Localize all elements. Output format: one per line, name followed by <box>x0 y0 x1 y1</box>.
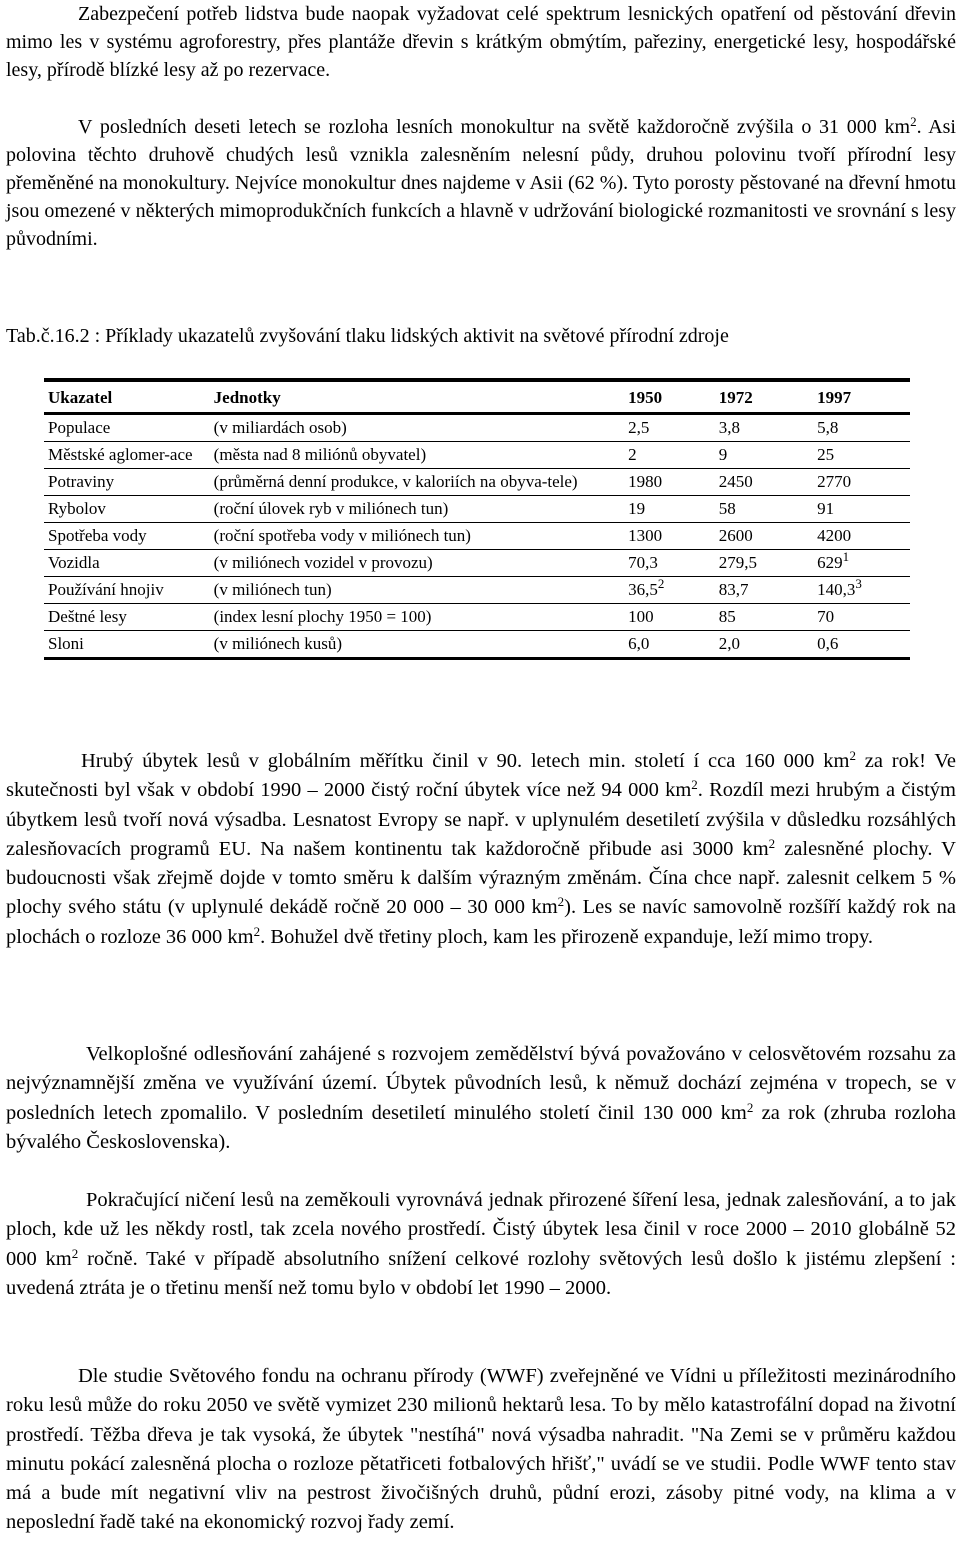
cell-unit: (roční úlovek ryb v miliónech tun) <box>210 496 624 523</box>
cell-unit: (index lesní plochy 1950 = 100) <box>210 604 624 631</box>
cell-1972: 58 <box>715 496 813 523</box>
superscript: 2 <box>910 114 917 129</box>
cell-value: 36,5 <box>628 580 658 599</box>
cell-unit: (v miliardách osob) <box>210 414 624 442</box>
paragraph-net-loss <box>6 1186 956 1303</box>
cell-unit: (v miliónech tun) <box>210 577 624 604</box>
paragraph-forest-measures: Zabezpečení potřeb lidstva bude naopak vyžadovat celé spektrum lesnických opatření od pěstování dřevin mimo les v systému agroforestry, přes plantáže dřevin s krátkým obmýtím, pařeziny, energetické lesy, hospodářské lesy, přírodě blízké lesy až po rezervace. <box>6 3 956 81</box>
paragraph-text: za rok (zhruba rozloha bývalého Československa). <box>6 1101 956 1153</box>
cell-unit: (v miliónech kusů) <box>210 631 624 659</box>
cell-indicator: Potraviny <box>44 469 210 496</box>
cell-indicator: Spotřeba vody <box>44 523 210 550</box>
cell-1997: 91 <box>813 496 910 523</box>
cell-1972: 2450 <box>715 469 813 496</box>
cell-indicator: Rybolov <box>44 496 210 523</box>
cell-unit: (v miliónech vozidel v provozu) <box>210 550 624 577</box>
table-header-row <box>44 380 910 414</box>
cell-indicator: Používání hnojiv <box>44 577 210 604</box>
cell-1997: 5,8 <box>813 414 910 442</box>
cell-1972: 2600 <box>715 523 813 550</box>
cell-value: 629 <box>817 553 843 572</box>
cell-1972: 85 <box>715 604 813 631</box>
cell-1950: 1980 <box>624 469 715 496</box>
table-row <box>44 523 910 550</box>
cell-1997: 70 <box>813 604 910 631</box>
table-row <box>44 469 910 496</box>
footnote-marker: 1 <box>842 549 850 564</box>
superscript: 2 <box>746 1099 754 1115</box>
column-header-1972: 1972 <box>715 380 813 414</box>
paragraph-deforestation <box>6 1040 956 1157</box>
table-row <box>44 496 910 523</box>
cell-1950: 100 <box>624 604 715 631</box>
table-row <box>44 604 910 631</box>
cell-indicator: Městské aglomer-ace <box>44 442 210 469</box>
cell-1950: 1300 <box>624 523 715 550</box>
paragraph-text: . Asi polovina těchto druhově chudých lesů vznikla zalesněním nelesní půdy, druhou polovinu tvoří přírodní lesy přeměněné na monokultury. Nejvíce monokultur dnes najdeme v Asii (62 %). Tyto porosty pěstované na dřevní hmotu jsou omezené v některých mimoprodukčních funkcích a hlavně v udržování biologické rozmanitosti ve srovnání s lesy původními. <box>6 116 956 250</box>
cell-1972: 279,5 <box>715 550 813 577</box>
paragraph-wwf-study: Dle studie Světového fondu na ochranu přírody (WWF) zveřejněné ve Vídni u příležitosti mezinárodního roku lesů může do roku 2050 ve světě vymizet 230 milionů hektarů lesa. To by mělo katastrofální dopad na životní prostředí. Těžba dřeva je tak vysoká, že úbytek "nestíhá" nová výsadba nahradit. "Na Zemi se v průměru každou minutu pokácí zalesněná plocha o rozloze pětatřiceti fotbalových hřišť," uvádí se ve studii. Podle WWF tento stav má a bude mít negativní vliv na pestrost živočišných druhů, půdní erozi, zásoby pitné vody, na klima a v neposlední řadě také na ekonomický rozvoj řady zemí. <box>6 1365 956 1534</box>
paragraph-monocultures <box>6 113 956 253</box>
footnote-marker: 2 <box>657 576 665 591</box>
cell-indicator: Populace <box>44 414 210 442</box>
cell-1950: 19 <box>624 496 715 523</box>
superscript: 2 <box>71 1245 79 1261</box>
cell-indicator: Deštné lesy <box>44 604 210 631</box>
paragraph-text: Hrubý úbytek lesů v globálním měřítku činil v 90. letech min. století í cca 160 000 km <box>81 750 850 772</box>
cell-1997 <box>813 577 910 604</box>
cell-indicator: Vozidla <box>44 550 210 577</box>
paragraph-text: . Bohužel dvě třetiny ploch, kam les přirozeně expanduje, leží mimo tropy. <box>260 925 874 948</box>
paragraph-text: ročně. Také v případě absolutního snížení celkové rozlohy světových lesů došlo k jistému zlepšení : uvedená ztráta je o třetinu menší než tomu bylo v období let 1990 – 2000. <box>6 1247 957 1299</box>
superscript: 2 <box>849 748 856 763</box>
paragraph-text: za rok! Ve skutečnosti byl však v období 1990 – 2000 čistý roční úbytek více než 94 000 km <box>6 750 956 802</box>
paragraph-text: zalesněné plochy. V budoucnosti však zřejmě dojde v tomto směru k dalším výrazným změnám. Čína chce např. zalesnit celkem 5 % plochy svého státu (v uplynulé dekádě ročně 20 000 – 30 000 km <box>6 837 956 919</box>
cell-1997: 4200 <box>813 523 910 550</box>
cell-1950: 2 <box>624 442 715 469</box>
cell-unit: (města nad 8 miliónů obyvatel) <box>210 442 624 469</box>
cell-1972: 2,0 <box>715 631 813 659</box>
cell-1950: 2,5 <box>624 414 715 442</box>
indicators-table <box>44 378 910 660</box>
paragraph-text: V posledních deseti letech se rozloha lesních monokultur na světě každoročně zvýšila o 31 000 km <box>78 116 911 138</box>
table-caption: Tab.č.16.2 : Příklady ukazatelů zvyšování tlaku lidských aktivit na světové přírodní zdroje <box>6 325 729 347</box>
cell-1997: 0,6 <box>813 631 910 659</box>
paragraph-forest-loss <box>6 747 956 952</box>
table-row <box>44 577 910 604</box>
footnote-marker: 3 <box>855 576 862 591</box>
cell-1997: 2770 <box>813 469 910 496</box>
table-row <box>44 631 910 659</box>
column-header-indicator: Ukazatel <box>44 380 210 414</box>
cell-1950: 70,3 <box>624 550 715 577</box>
cell-value: 140,3 <box>817 580 856 599</box>
table-row <box>44 442 910 469</box>
cell-1972: 83,7 <box>715 577 813 604</box>
superscript: 2 <box>557 894 565 910</box>
cell-1997 <box>813 550 910 577</box>
cell-1972: 3,8 <box>715 414 813 442</box>
paragraph-text: Pokračující ničení lesů na zeměkouli vyrovnává jednak přirozené šíření lesa, jednak zalesňování, a to jak ploch, kde už les někdy rostl, tak zcela nového prostředí. Čistý úbytek lesa činil v roce 2000 – 2010 globálně 52 000 km <box>6 1189 956 1270</box>
paragraph-text: . Rozdíl mezi hrubým a čistým úbytkem lesů tvoří nová výsadba. Lesnatost Evropy se např. v uplynulém desetiletí zvýšila v důsledku rozsáhlých zalesňovacích programů EU. Na našem kontinentu tak každoročně přibude asi 3000 km <box>6 779 956 860</box>
table-row <box>44 414 910 442</box>
cell-unit: (roční spotřeba vody v miliónech tun) <box>210 523 624 550</box>
paragraph-text: ). Les se navíc samovolně rozšíří každý rok na plochách o rozloze 36 000 km <box>6 896 956 948</box>
column-header-unit: Jednotky <box>210 380 624 414</box>
superscript: 2 <box>691 777 698 793</box>
column-header-1950: 1950 <box>624 380 715 414</box>
cell-1972: 9 <box>715 442 813 469</box>
cell-1950: 6,0 <box>624 631 715 659</box>
cell-1997: 25 <box>813 442 910 469</box>
paragraph-text: Velkoplošné odlesňování zahájené s rozvojem zemědělství bývá považováno v celosvětovém rozsahu za nejvýznamnější změna ve využívání území. Úbytek původních lesů, k němuž dochází zejména v tropech, se v posledních letech zpomalilo. V posledním desetiletí minulého století činil 130 000 km <box>6 1043 956 1124</box>
cell-indicator: Sloni <box>44 631 210 659</box>
superscript: 2 <box>253 923 261 939</box>
column-header-1997: 1997 <box>813 380 910 414</box>
cell-1950 <box>624 577 715 604</box>
superscript: 2 <box>768 835 776 851</box>
cell-unit: (průměrná denní produkce, v kaloriích na obyva-tele) <box>210 469 624 496</box>
table-row <box>44 550 910 577</box>
